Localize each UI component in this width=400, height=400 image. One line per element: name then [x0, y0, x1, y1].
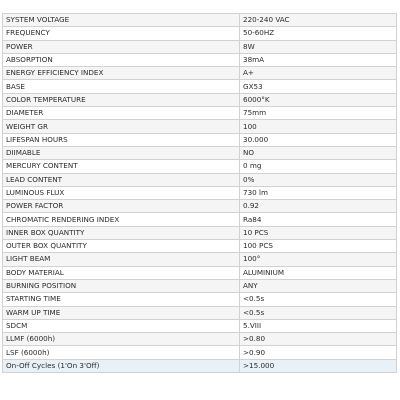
spec-row	[3, 319, 397, 332]
spec-value: >0.80	[240, 333, 397, 346]
spec-row	[3, 53, 397, 66]
spec-value: NO	[240, 146, 397, 159]
spec-row	[3, 80, 397, 93]
spec-table	[2, 13, 397, 373]
spec-label: BODY MATERIAL	[3, 266, 240, 279]
spec-label: WEIGHT GR	[3, 120, 240, 133]
spec-row	[3, 107, 397, 120]
spec-label: BASE	[3, 80, 240, 93]
spec-value: 50-60HZ	[240, 27, 397, 40]
spec-row	[3, 253, 397, 266]
spec-value: 5.VIII	[240, 319, 397, 332]
spec-value: <0.5s	[240, 293, 397, 306]
spec-value: 100°	[240, 253, 397, 266]
spec-value: 220-240 VAC	[240, 14, 397, 27]
spec-row	[3, 146, 397, 159]
spec-row	[3, 359, 397, 372]
spec-value: A+	[240, 67, 397, 80]
spec-row	[3, 93, 397, 106]
spec-row	[3, 173, 397, 186]
spec-label: LIFESPAN HOURS	[3, 133, 240, 146]
spec-row	[3, 333, 397, 346]
spec-label: MERCURY CONTENT	[3, 160, 240, 173]
spec-table-body	[3, 14, 397, 373]
spec-value: 100 PCS	[240, 240, 397, 253]
spec-label: STARTING TIME	[3, 293, 240, 306]
spec-label: FREQUENCY	[3, 27, 240, 40]
spec-value: Ra84	[240, 213, 397, 226]
spec-value: 30.000	[240, 133, 397, 146]
spec-row	[3, 14, 397, 27]
spec-label: LIGHT BEAM	[3, 253, 240, 266]
spec-value: 10 PCS	[240, 226, 397, 239]
spec-label: POWER FACTOR	[3, 200, 240, 213]
spec-label: On-Off Cycles (1'On 3'Off)	[3, 359, 240, 372]
spec-label: OUTER BOX QUANTITY	[3, 240, 240, 253]
spec-row	[3, 160, 397, 173]
spec-row	[3, 67, 397, 80]
spec-row	[3, 266, 397, 279]
spec-value: 730 lm	[240, 186, 397, 199]
spec-row	[3, 306, 397, 319]
spec-value: 6000°K	[240, 93, 397, 106]
spec-label: ABSORPTION	[3, 53, 240, 66]
spec-label: LUMINOUS FLUX	[3, 186, 240, 199]
spec-value: 100	[240, 120, 397, 133]
spec-label: INNER BOX QUANTITY	[3, 226, 240, 239]
spec-label: ENERGY EFFICIENCY INDEX	[3, 67, 240, 80]
spec-value: 8W	[240, 40, 397, 53]
spec-row	[3, 293, 397, 306]
spec-value: <0.5s	[240, 306, 397, 319]
spec-label: LEAD CONTENT	[3, 173, 240, 186]
spec-label: SYSTEM VOLTAGE	[3, 14, 240, 27]
spec-value: >15.000	[240, 359, 397, 372]
spec-row	[3, 213, 397, 226]
spec-row	[3, 120, 397, 133]
spec-label: BURNING POSITION	[3, 279, 240, 292]
spec-row	[3, 279, 397, 292]
spec-value: 0%	[240, 173, 397, 186]
spec-label: LSF (6000h)	[3, 346, 240, 359]
spec-value: 0.92	[240, 200, 397, 213]
spec-row	[3, 200, 397, 213]
spec-label: COLOR TEMPERATURE	[3, 93, 240, 106]
spec-value: ALUMINIUM	[240, 266, 397, 279]
spec-value: GX53	[240, 80, 397, 93]
spec-label: WARM UP TIME	[3, 306, 240, 319]
spec-value: 38mA	[240, 53, 397, 66]
spec-value: 75mm	[240, 107, 397, 120]
spec-value: >0.90	[240, 346, 397, 359]
spec-row	[3, 226, 397, 239]
spec-label: DIAMETER	[3, 107, 240, 120]
spec-value: 0 mg	[240, 160, 397, 173]
spec-label: POWER	[3, 40, 240, 53]
spec-row	[3, 240, 397, 253]
spec-label: DIIMABLE	[3, 146, 240, 159]
spec-value: ANY	[240, 279, 397, 292]
spec-row	[3, 133, 397, 146]
spec-row	[3, 186, 397, 199]
spec-row	[3, 27, 397, 40]
spec-row	[3, 346, 397, 359]
spec-label: SDCM	[3, 319, 240, 332]
spec-label: CHROMATIC RENDERING INDEX	[3, 213, 240, 226]
spec-row	[3, 40, 397, 53]
spec-label: LLMF (6000h)	[3, 333, 240, 346]
